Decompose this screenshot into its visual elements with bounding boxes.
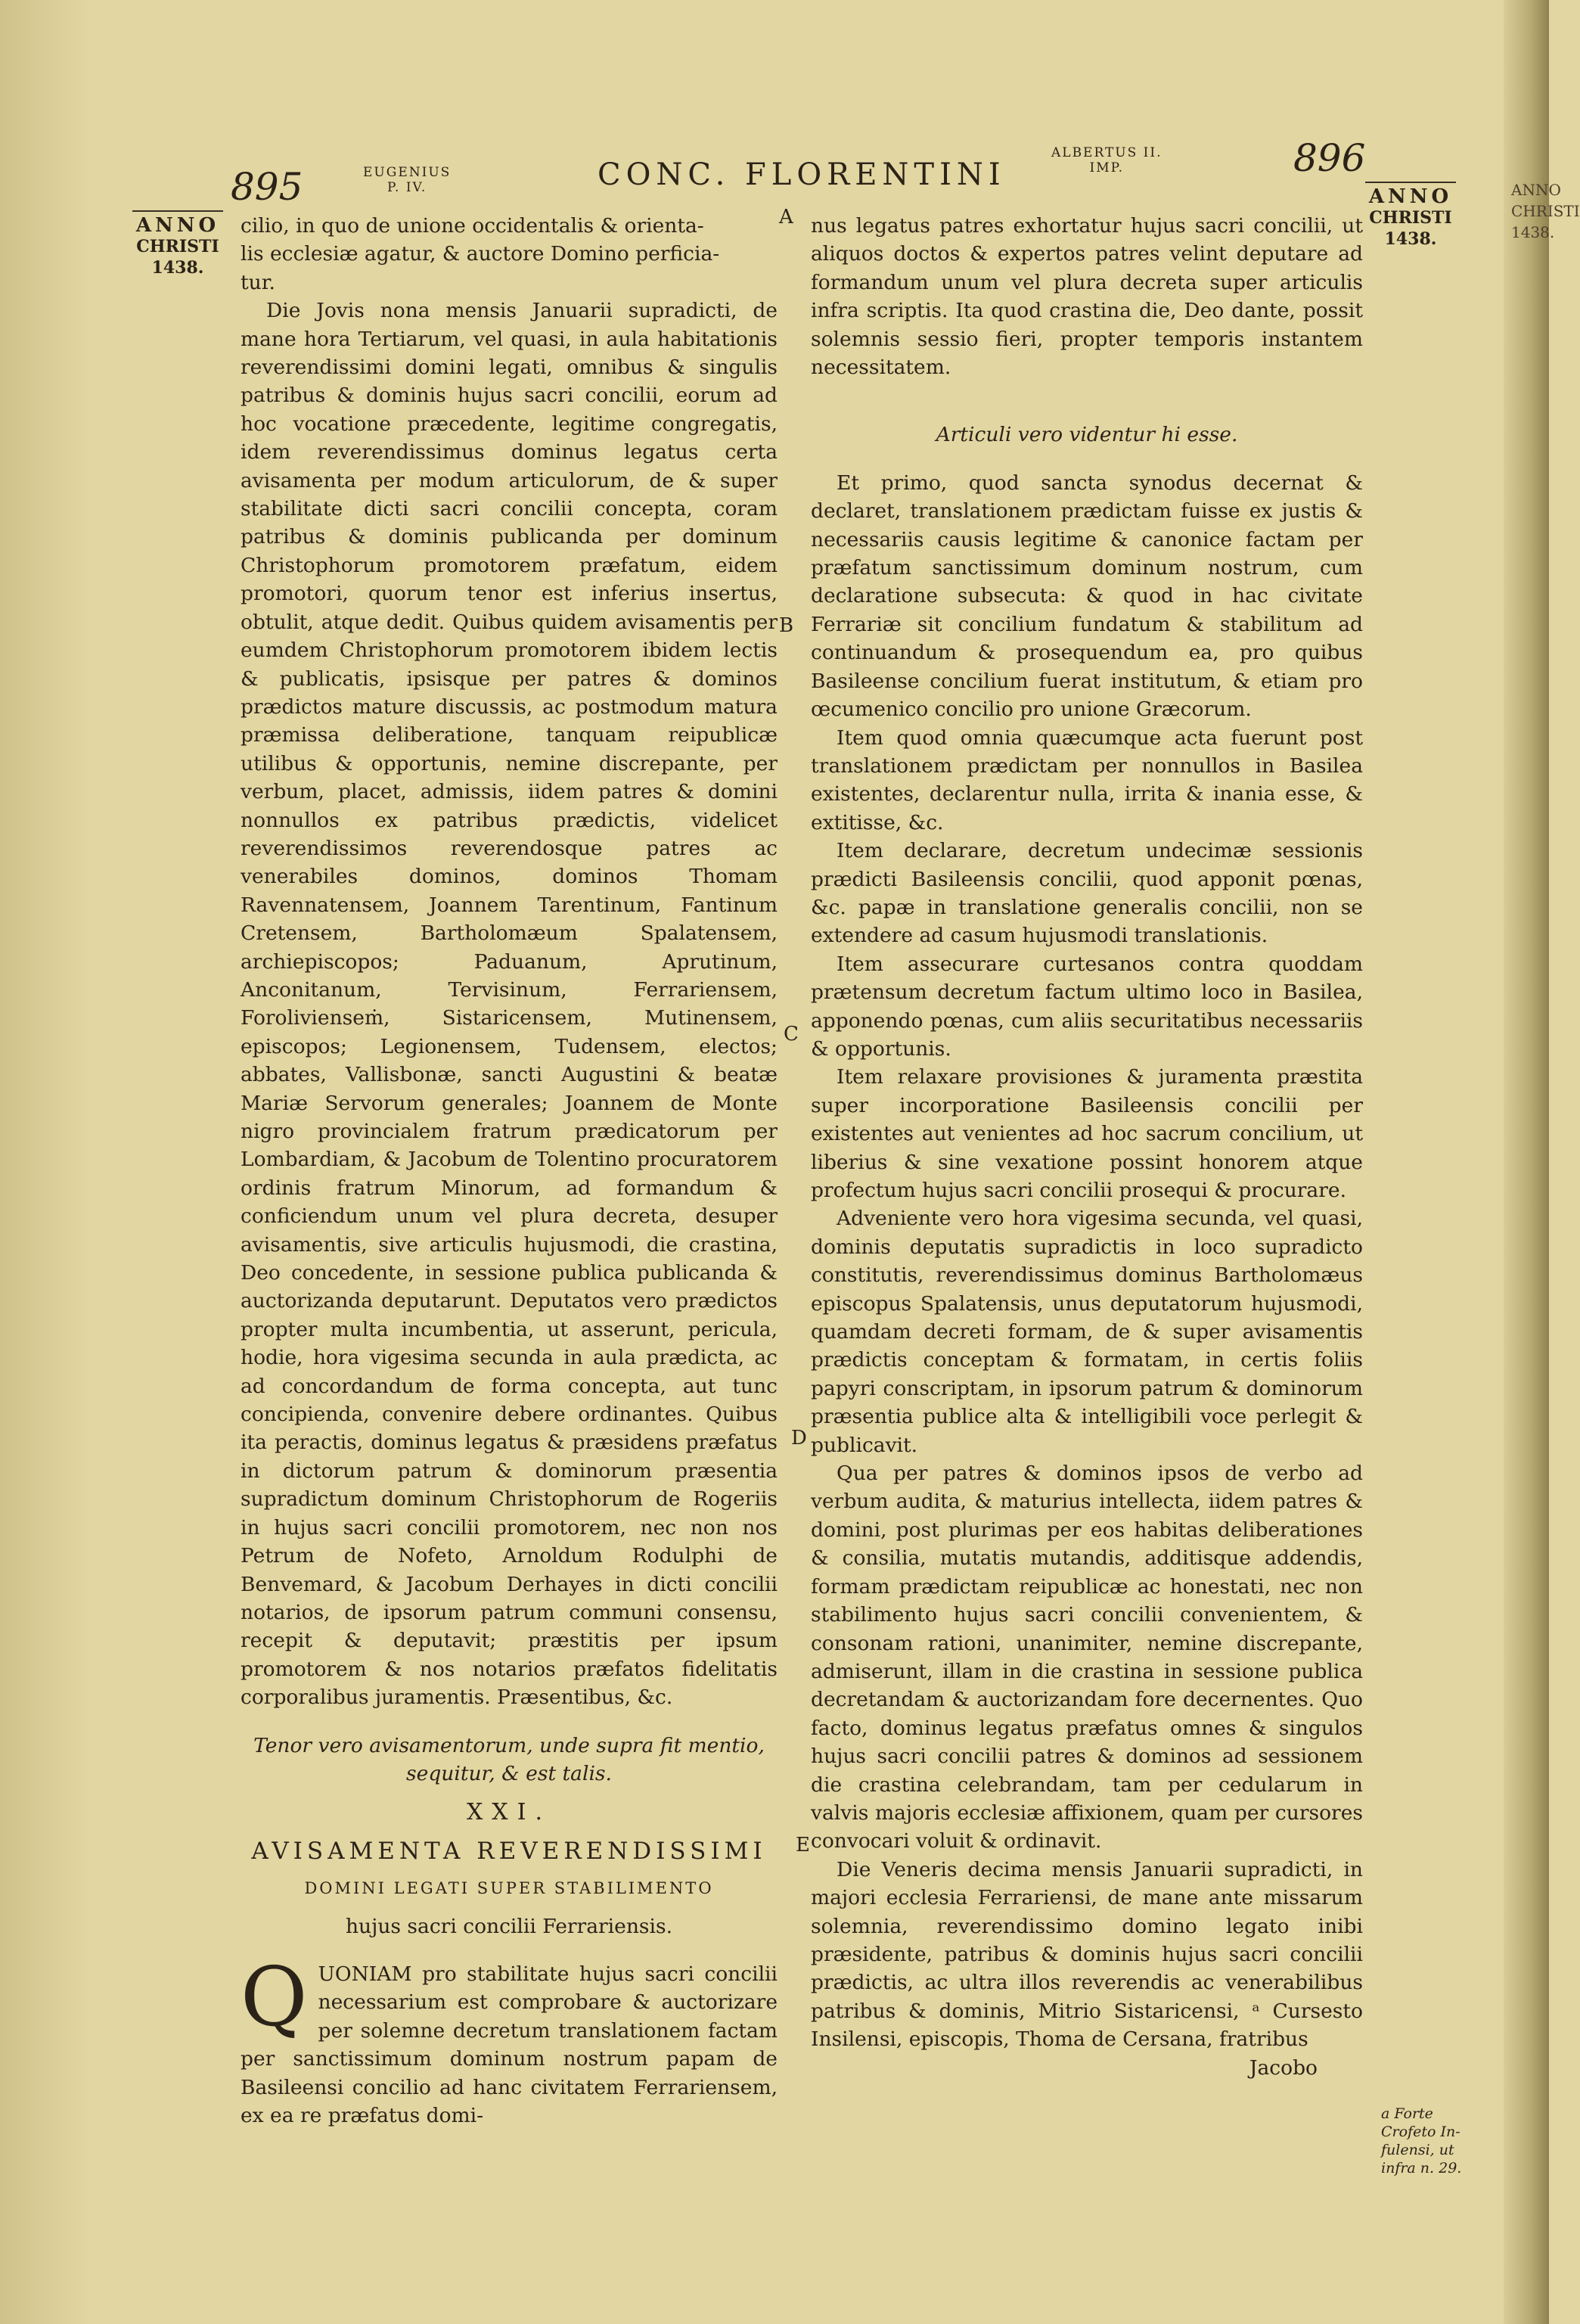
paragraph-quoniam — [241, 1950, 778, 2130]
margin-year-right: 1438. — [1384, 229, 1437, 249]
spacer — [241, 1712, 778, 1732]
margin-anno-right: ANNO — [1368, 185, 1453, 208]
page-gutter-shadow — [0, 0, 91, 2324]
section-subheading: DOMINI LEGATI SUPER STABILIMENTO — [304, 1879, 714, 1898]
margin-rule-right — [1365, 182, 1456, 183]
margin-rule — [132, 210, 223, 212]
spacer — [241, 1903, 778, 1912]
spacer — [241, 1940, 778, 1960]
paragraph: lis ecclesiæ agatur, & auctore Domino perficia- — [241, 242, 720, 266]
spacer — [811, 381, 1363, 401]
paragraph-die-jovis: Die Jovis nona mensis Januarii supradicti, de mane hora Tertiarum, vel quasi, in aula habitationis reverendissimi domini legati, omnibus & singulis patribus & dominis hujus sacri concilii, eorum ad hoc vocatione præcedente, legitime congregatis, idem reverendissimus dominus legatus certa avisamenta per modum articulorum, de & super stabilitate dicti sacri concilii concepta, coram patribus & dominis publicanda per dominum Christophorum promotorem præfatum, eidem promotori, quorum tenor est inferius insertus, obtulit, atque dedit. Quibus quidem avisamentis per eumdem Christophorum promotorem ibidem lectis & publicatis, ipsisque per patres & dominos prædictos mature discussis, ac postmodum matura præmissa deliberatione, tanquam reipublicæ utilibus & opportunis, nemine discrepante, per verbum, placet, admissis, iidem patres & domini nonnullos ex patribus prædictis, videlicet reverendissimos reverendosque patres ac venerabiles dominos, dominos Thomam Ravennatensem, Joannem Tarentinum, Fantinum Cretensem, Bartholomæum Spalatensem, archiepiscopos; Paduanum, Aprutinum, Anconitanum, Tervisinum, Ferrariensem, Forolivienseṁ, Sistaricensem, Mutinensem, episcopos; Legionensem, Tudensem, electos; abbates, Vallisbonæ, sancti Augustini & beatæ Mariæ Servorum generales; Joannem de Monte nigro provincialem fratrum prædicatorum per Lombardiam, & Jacobum de Tolentino procuratorem ordinis fratrum Minorum, ad formandum & conficiendum unum vel plura decreta, desuper avisamentis, sive articulis hujusmodi, die crastina, Deo concedente, in sessione publica publicanda & auctorizanda deputarunt. Deputatos vero prædictos propter multa incumbentia, ut asserunt, pericula, hodie, hora vigesima secunda in aula prædicta, ac ad concordandum de forma concepta, aut tunc concipienda, convenire debere ordinantes. Quibus ita peractis, dominus legatus & præsidens præfatus in dictorum patrum & dominorum præsentia supradictum dominum Christophorum de Rogeriis in hujus sacri concilii promotorem, nec non nos Petrum de Nofeto, Arnoldum Rodulphi de Benvemard, & Jacobum Derhayes in dicti concilii notarios, de ipsorum patrum communi consensu, recepit & deputavit; præstitis per ipsum promotorem & nos notarios præfatos fidelitatis corporalibus juramentis. Præsentibus, &c. — [241, 299, 778, 1710]
section-letter-a: A — [779, 206, 793, 228]
margin-note-left — [121, 210, 234, 278]
pope-number: P. IV. — [387, 180, 427, 195]
edge-text-year: 1438. — [1511, 223, 1555, 241]
paragraph-article: Et primo, quod sancta synodus decernat & declaret, translationem prædictam fuisse ex justis & necessariis causis legitime & canonice factam per præfatum sanctissimum dominum nostrum, cum declaratione subsecuta: & quod in hac civitate Ferrariæ sit concilium fundatum & stabilitum ad continuandum & prosequendum ea, pro quibus Basileense concilium fuerat institutum, & etiam pro œcumenico concilio pro unione Græcorum. — [811, 471, 1363, 722]
catchword: Jacobo — [1249, 2055, 1318, 2080]
paragraph: cilio, in quo de unione occidentalis & orienta- — [241, 214, 704, 238]
margin-christi: CHRISTI — [136, 237, 219, 256]
footnote-line: fulensi, ut — [1381, 2142, 1454, 2158]
paragraph: nus legatus patres exhortatur hujus sacri concilii, ut aliquos doctos & expertos patres velint deputare ad formandum unum vel plura decreta super articulis infra scriptis. Ita quod crastina die, Deo dante, possit solemnis sessio fieri, propter temporis instantem necessitatem. — [811, 214, 1363, 380]
emperor-name: ALBERTUS II. — [1051, 145, 1162, 160]
section-letter-d: D — [791, 1427, 807, 1449]
running-head-emperor — [1051, 145, 1162, 176]
footnote-line: infra n. 29. — [1381, 2160, 1462, 2176]
paragraph: Qua per patres & dominos ipsos de verbo ad verbum audita, & maturius intellecta, iidem patres & domini, post plurimas per eos habitas deliberationes & consilia, mutatis mutandis, additisque addendis, formam prædictam reipublicæ ac honestati, nec non stabilimento hujus sacri concilii convenientem, & consonam rationi, unanimiter, nemine discrepante, admiserunt, illam in die crastina in sessione publica decretandam & auctorizandam fore decernentes. Quo facto, dominus legatus præfatus omnes & singulos hujus sacri concilii patres & dominos ad sessionem die crastina celebrandam, tam per cedularum in valvis majoris ecclesiæ affixionem, quam per cursores convocari voluit & ordinavit. — [811, 1462, 1363, 1853]
paragraph-article: Item declarare, decretum undecimæ sessionis prædicti Basileensis concilii, quod apponit pœnas, &c. papæ in translatione generalis concilii, non se extendere ad casum hujusmodi translationis. — [811, 839, 1363, 948]
next-page-edge — [1504, 0, 1580, 2324]
paragraph: Die Veneris decima mensis Januarii supradicti, in majori ecclesia Ferrariensi, de mane ante missarum solemnia, reverendissimo domino legato inibi præsidente, patribus & dominis hujus sacri concilii prædictis, ac ultra illos reverendis ac venerabilibus patribus & dominis, Mitrio Sistaricensi, ᵃ Cursesto Insilensi, episcopis, Thoma de Cersana, fratribus — [811, 1857, 1363, 2052]
page-number-right: 896 — [1293, 136, 1366, 180]
section-number: XXI. — [466, 1799, 552, 1826]
paragraph-article: Item relaxare provisiones & juramenta præstita super incorporatione Basileensis concilii per existentes aut venientes ad hoc sacrum concilium, ut liberius & sine vexatione possint honorem atque profectum hujus sacri concilii prosequi & procurare. — [811, 1065, 1363, 1202]
section-letter-e: E — [796, 1834, 810, 1856]
section-letter-c: C — [784, 1023, 799, 1045]
margin-note-right — [1354, 182, 1467, 250]
footnote — [1381, 2105, 1461, 2177]
paragraph-article: Item assecurare curtesanos contra quoddam prætensum decretum factum ultimo loco in Basilea, apponendo pœnas, cum aliis securitatibus necessariis & opportunis. — [811, 952, 1363, 1061]
edge-text-christi: CHRISTI — [1511, 202, 1580, 220]
section-subheading-2: hujus sacri concilii Ferrariensis. — [345, 1914, 673, 1938]
page-title: CONC. FLORENTINI — [598, 157, 1006, 192]
page-number-left: 895 — [231, 165, 303, 209]
footnote-line: Crofeto In- — [1381, 2124, 1460, 2140]
right-column — [811, 212, 1363, 2082]
spacer — [811, 449, 1363, 469]
margin-year: 1438. — [151, 258, 204, 278]
spacer — [241, 1866, 778, 1875]
drop-cap: Q — [241, 1950, 308, 2045]
running-head-pope — [363, 165, 451, 195]
section-letter-b: B — [779, 614, 794, 637]
articuli-heading: Articuli vero videntur hi esse. — [936, 423, 1238, 447]
margin-christi-right: CHRISTI — [1369, 208, 1452, 228]
margin-anno: ANNO — [135, 214, 220, 237]
emperor-title: IMP. — [1089, 160, 1125, 176]
left-column — [241, 212, 778, 2130]
footnote-line: a Forte — [1381, 2105, 1433, 2122]
pope-name: EUGENIUS — [363, 165, 452, 180]
quoniam-text: UONIAM pro stabilitate hujus sacri concilii necessarium est comprobare & auctorizare per solemne decretum translationem factam per sanctissimum dominum nostrum papam de Basileensi concilio ad hanc civitatem Ferrariensem, ex ea re præfatus domi- — [241, 1962, 778, 2127]
paragraph-article: Item quod omnia quæcumque acta fuerunt post translationem prædictam per nonnullos in Basilea existentes, declarentur nulla, irrita & inania esse, & extitisse, &c. — [811, 725, 1363, 834]
edge-text-anno: ANNO — [1511, 181, 1561, 199]
paragraph: tur. — [241, 270, 275, 294]
section-heading: AVISAMENTA REVERENDISSIMI — [251, 1837, 767, 1865]
tenor-caption: Tenor vero avisamentorum, unde supra fit mentio, sequitur, & est talis. — [253, 1733, 765, 1785]
spacer — [811, 401, 1363, 421]
paragraph: Adveniente vero hora vigesima secunda, vel quasi, dominis deputatis supradictis in loco supradicto constitutis, reverendissimus dominus Bartholomæus episcopus Spalatensis, unus deputatorum hujusmodi, quamdam decreti formam, de & super avisamentis prædictis conceptam & formatam, in certis foliis papyri conscriptam, in ipsorum patrum & dominorum præsentia publice alta & intelligibili voce perlegit & publicavit. — [811, 1207, 1363, 1457]
